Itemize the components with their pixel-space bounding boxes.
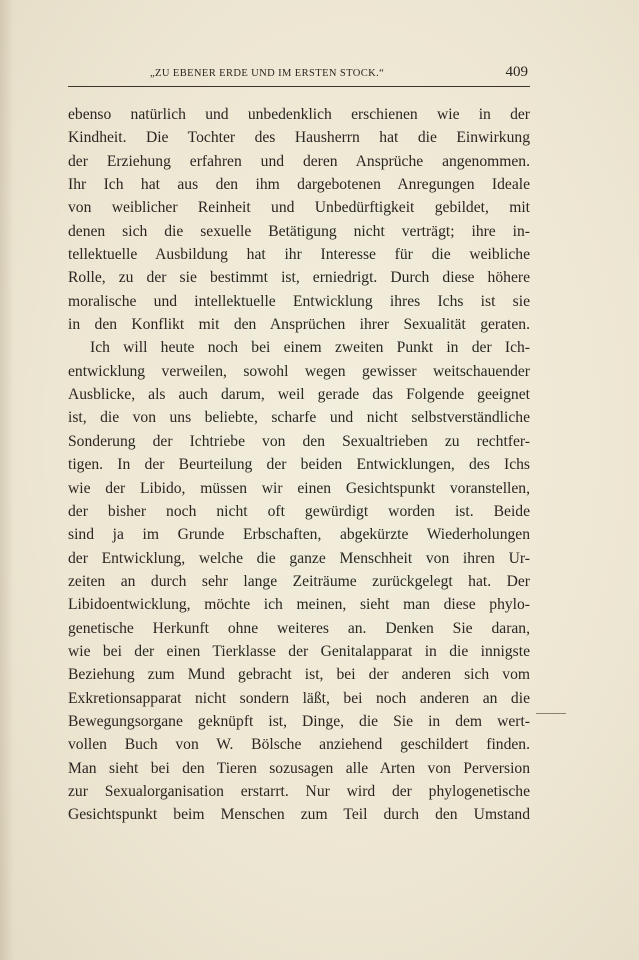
text-line: von weiblicher Reinheit und Unbedürftigkeit gebildet, mit xyxy=(68,199,530,217)
text-line: ebenso natürlich und unbedenklich erschienen wie in der xyxy=(68,106,530,123)
text-line: in den Konflikt mit den Ansprüchen ihrer Sexualität geraten. xyxy=(68,316,530,334)
text-line: der bisher noch nicht oft gewürdigt worden ist. Beide xyxy=(68,502,530,520)
text-line: entwicklung verweilen, sowohl wegen gewisser weitschauender xyxy=(68,362,530,380)
text-line: zeiten an durch sehr lange Zeiträume zurückgelegt hat. Der xyxy=(68,572,530,590)
text-line: Beziehung zum Mund gebracht ist, bei der anderen sich vom xyxy=(68,666,530,684)
text-line: Libidoentwicklung, möchte ich meinen, sieht man diese phylo- xyxy=(68,596,530,614)
text-line: wie der Libido, müssen wir einen Gesichtspunkt voranstellen, xyxy=(68,479,530,497)
text-line: moralische und intellektuelle Entwicklung ihres Ichs ist sie xyxy=(68,292,530,310)
text-line: der Entwicklung, welche die ganze Menschheit von ihren Ur- xyxy=(68,549,530,567)
text-line: Kindheit. Die Tochter des Hausherrn hat die Einwirkung xyxy=(68,129,530,147)
page-header xyxy=(68,64,530,87)
margin-mark xyxy=(536,713,566,714)
running-head: „ZU EBENER ERDE UND IM ERSTEN STOCK.“ xyxy=(150,68,385,79)
text-line: Exkretionsapparat nicht sondern läßt, bei noch anderen an die xyxy=(68,689,530,707)
text-line: Ihr Ich hat aus den ihm dargebotenen Anregungen Ideale xyxy=(68,176,530,194)
text-line: Sonderung der Ichtriebe von den Sexualtrieben zu rechtfer- xyxy=(68,432,530,450)
body-text xyxy=(68,103,530,827)
text-line: zur Sexualorganisation erstarrt. Nur wird der phylogenetische xyxy=(68,782,530,800)
text-line: Rolle, zu der sie bestimmt ist, erniedrigt. Durch diese höhere xyxy=(68,269,530,287)
text-line: der Erziehung erfahren und deren Ansprüche angenommen. xyxy=(68,152,530,170)
text-line: Ausblicke, als auch darum, weil gerade das Folgende geeignet xyxy=(68,386,530,404)
page-number: 409 xyxy=(505,64,528,80)
text-line: tigen. In der Beurteilung der beiden Entwicklungen, des Ichs xyxy=(68,456,530,474)
text-line: ist, die von uns beliebte, scharfe und nicht selbstverständliche xyxy=(68,409,530,427)
text-line: genetische Herkunft ohne weiteres an. Denken Sie daran, xyxy=(68,619,530,637)
text-line: Man sieht bei den Tieren sozusagen alle Arten von Perversion xyxy=(68,759,530,777)
text-line: wie bei der einen Tierklasse der Genitalapparat in die innigste xyxy=(68,642,530,660)
text-line: tellektuelle Ausbildung hat ihr Interesse für die weibliche xyxy=(68,246,530,264)
text-line: sind ja im Grunde Erbschaften, abgekürzte Wiederholungen xyxy=(68,526,530,544)
text-line: vollen Buch von W. Bölsche anziehend geschildert finden. xyxy=(68,736,530,754)
text-line: Bewegungsorgane geknüpft ist, Dinge, die Sie in dem wert- xyxy=(68,712,530,730)
text-line: Ich will heute noch bei einem zweiten Punkt in der Ich- xyxy=(90,339,530,357)
text-line: denen sich die sexuelle Betätigung nicht verträgt; ihre in- xyxy=(68,222,530,240)
text-line: Gesichtspunkt beim Menschen zum Teil durch den Umstand xyxy=(68,806,530,824)
